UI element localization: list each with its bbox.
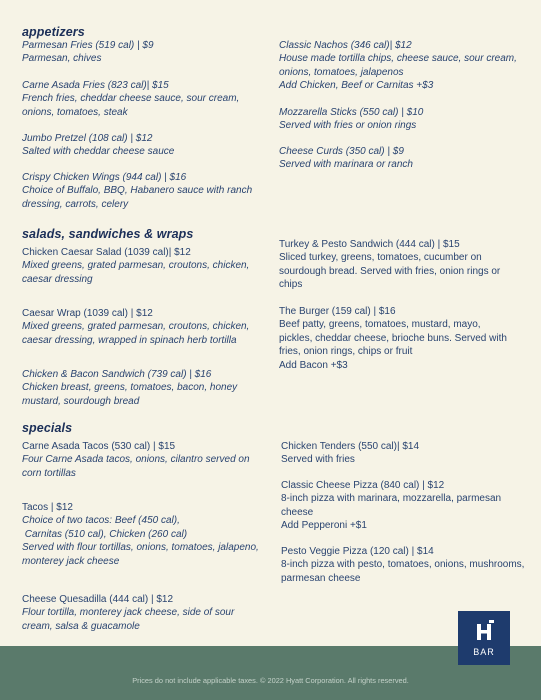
item-description: Sliced turkey, greens, tomatoes, cucumber on sourdough bread. Served with fries, onion rings or chips	[279, 252, 501, 291]
item-description: Served with marinara or ranch	[279, 159, 413, 171]
menu-item	[22, 501, 270, 568]
hyatt-bar-logo	[458, 611, 510, 665]
item-name: Turkey & Pesto Sandwich (444 cal) | $15	[279, 239, 460, 250]
menu-item	[22, 132, 267, 159]
menu-item	[22, 171, 270, 211]
item-description: Salted with cheddar cheese sauce	[22, 146, 175, 158]
item-description: 8-inch pizza with pesto, tomatoes, onions, mushrooms, parmesan cheese	[281, 559, 525, 584]
item-description: Served with fries	[281, 454, 355, 466]
item-name: Tacos | $12	[22, 502, 73, 513]
item-name: Parmesan Fries (519 cal) | $9	[22, 40, 154, 51]
item-addon: Add Chicken, Beef or Carnitas +$3	[279, 80, 434, 92]
item-name: Pesto Veggie Pizza (120 cal) | $14	[281, 546, 434, 557]
item-name: Chicken Caesar Salad (1039 cal)| $12	[22, 247, 191, 258]
item-addon: Add Pepperoni +$1	[281, 520, 367, 532]
menu-item	[281, 479, 503, 533]
menu-item	[22, 368, 252, 408]
item-name: Cheese Quesadilla (444 cal) | $12	[22, 594, 174, 605]
item-description: French fries, cheddar cheese sauce, sour cream, onions, tomatoes, steak	[22, 93, 240, 118]
item-description: Carnitas (510 cal), Chicken (260 cal)	[22, 528, 188, 540]
item-description: Beef patty, greens, tomatoes, mustard, mayo, pickles, cheddar cheese, brioche buns. Served with fries, onion rings, chips or fruit	[279, 319, 507, 358]
item-name: Carne Asada Fries (823 cal)| $15	[22, 80, 169, 91]
menu-item	[279, 39, 529, 93]
section-title-salads: salads, sandwiches & wraps	[22, 227, 194, 241]
item-addon: Add Bacon +$3	[279, 359, 348, 371]
item-name: Carne Asada Tacos (530 cal) | $15	[22, 441, 176, 452]
menu-item	[22, 39, 267, 66]
menu-item	[279, 305, 507, 372]
logo-label: BAR	[473, 647, 495, 657]
item-description: Served with flour tortillas, onions, tomatoes, jalapeno, monterey jack cheese	[22, 542, 259, 567]
footer-disclaimer: Prices do not include applicable taxes. © 2022 Hyatt Corporation. All rights reserved.	[132, 676, 409, 685]
item-name: Classic Nachos (346 cal)| $12	[279, 40, 412, 51]
menu-item	[281, 545, 526, 585]
item-name: Chicken & Bacon Sandwich (739 cal) | $16	[22, 369, 212, 380]
item-description: Flour tortilla, monterey jack cheese, side of sour cream, salsa & guacamole	[22, 607, 235, 632]
item-description: Four Carne Asada tacos, onions, cilantro served on corn tortillas	[22, 454, 250, 479]
item-description: Choice of Buffalo, BBQ, Habanero sauce with ranch dressing, carrots, celery	[22, 185, 253, 210]
section-title-appetizers: appetizers	[22, 25, 85, 39]
menu-item	[22, 440, 267, 480]
menu-item	[22, 79, 262, 119]
hyatt-logo-icon	[472, 620, 496, 642]
item-name: Jumbo Pretzel (108 cal) | $12	[22, 133, 153, 144]
menu-item	[22, 307, 267, 347]
item-description: Mixed greens, grated parmesan, croutons, chicken, caesar dressing, wrapped in spinach herb tortilla	[22, 321, 250, 346]
item-description: Served with fries or onion rings	[279, 120, 417, 132]
item-name: Crispy Chicken Wings (944 cal) | $16	[22, 172, 187, 183]
item-name: Classic Cheese Pizza (840 cal) | $12	[281, 480, 445, 491]
item-name: Caesar Wrap (1039 cal) | $12	[22, 308, 153, 319]
item-description: Mixed greens, grated parmesan, croutons, chicken, caesar dressing	[22, 260, 250, 285]
item-name: The Burger (159 cal) | $16	[279, 306, 396, 317]
item-description: Choice of two tacos: Beef (450 cal),	[22, 515, 180, 527]
item-description: 8-inch pizza with marinara, mozzarella, parmesan cheese	[281, 493, 502, 518]
section-title-specials: specials	[22, 421, 73, 435]
menu-item	[22, 593, 257, 633]
item-name: Mozzarella Sticks (550 cal) | $10	[279, 107, 424, 118]
menu-item	[279, 238, 519, 292]
menu-item	[281, 440, 521, 467]
item-description: Chicken breast, greens, tomatoes, bacon, honey mustard, sourdough bread	[22, 382, 238, 407]
item-description: House made tortilla chips, cheese sauce, sour cream, onions, tomatoes, jalapenos	[279, 53, 517, 78]
item-description: Parmesan, chives	[22, 53, 102, 65]
menu-item	[279, 145, 529, 172]
menu-item	[22, 246, 267, 286]
item-name: Cheese Curds (350 cal) | $9	[279, 146, 404, 157]
menu-item	[279, 106, 529, 133]
item-name: Chicken Tenders (550 cal)| $14	[281, 441, 420, 452]
